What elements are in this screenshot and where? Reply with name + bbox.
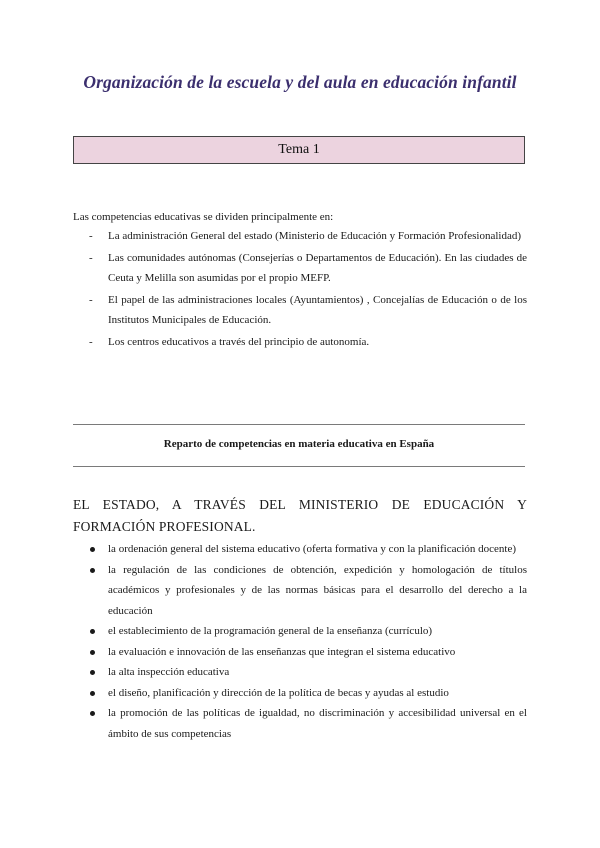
section-divider-bottom — [73, 466, 525, 467]
list-item-text: la regulación de las condiciones de obtención, expedición y homologación de títulos académicos y profesionales y de las normas básicas para el desarrollo del derecho a la educación — [108, 563, 527, 617]
dash-marker: - — [89, 230, 93, 242]
list-item — [73, 642, 527, 663]
section-divider-top — [73, 424, 525, 425]
list-item — [73, 662, 527, 683]
list-item-text: El papel de las administraciones locales (Ayuntamientos) , Concejalías de Educación o de los Institutos Municipales de Educación. — [108, 293, 527, 326]
list-item — [73, 332, 527, 353]
list-item-text: Los centros educativos a través del principio de autonomía. — [108, 335, 370, 348]
topic-header-box — [73, 136, 525, 164]
estado-heading: EL ESTADO, A TRAVÉS DEL MINISTERIO DE EDUCACIÓN Y FORMACIÓN PROFESIONAL. — [73, 497, 527, 534]
list-item-text: el establecimiento de la programación general de la enseñanza (currículo) — [108, 625, 433, 637]
list-item — [73, 703, 527, 744]
list-item-text: La administración General del estado (Ministerio de Educación y Formación Profesionalidad) — [108, 230, 521, 242]
bullet-icon — [90, 670, 95, 675]
list-item — [73, 226, 527, 247]
list-item-text: la ordenación general del sistema educativo (oferta formativa y con la planificación docente) — [108, 543, 517, 555]
list-item-text: la alta inspección educativa — [108, 666, 230, 678]
competencies-dash-list — [73, 226, 527, 353]
dash-marker: - — [89, 251, 93, 264]
document-title: Organización de la escuela y del aula en educación infantil — [83, 72, 517, 92]
list-item — [73, 683, 527, 704]
list-item — [73, 621, 527, 642]
list-item-text: la promoción de las políticas de igualdad, no discriminación y accesibilidad universal en el ámbito de sus competencias — [108, 707, 527, 740]
list-item — [73, 248, 527, 289]
estado-bullet-list — [73, 539, 527, 744]
list-item — [73, 539, 527, 560]
intro-paragraph: Las competencias educativas se dividen principalmente en: — [73, 211, 334, 223]
list-item — [73, 290, 527, 331]
dash-marker: - — [89, 335, 93, 348]
bullet-icon — [90, 629, 95, 634]
section-heading: Reparto de competencias en materia educativa en España — [163, 438, 435, 450]
list-item — [73, 560, 527, 622]
list-item-text: Las comunidades autónomas (Consejerías o Departamentos de Educación). En las ciudades de Ceuta y Melilla son asumidas por el propio MEFP. — [108, 251, 527, 284]
bullet-icon — [90, 691, 95, 696]
list-item-text: la evaluación e innovación de las enseñanzas que integran el sistema educativo — [108, 645, 456, 658]
topic-header-label: Tema 1 — [278, 142, 320, 157]
bullet-icon — [90, 650, 95, 655]
bullet-icon — [90, 547, 95, 552]
list-item-text: el diseño, planificación y dirección de la política de becas y ayudas al estudio — [108, 686, 449, 699]
bullet-icon — [90, 711, 95, 716]
bullet-icon — [90, 568, 95, 573]
dash-marker: - — [89, 293, 93, 306]
